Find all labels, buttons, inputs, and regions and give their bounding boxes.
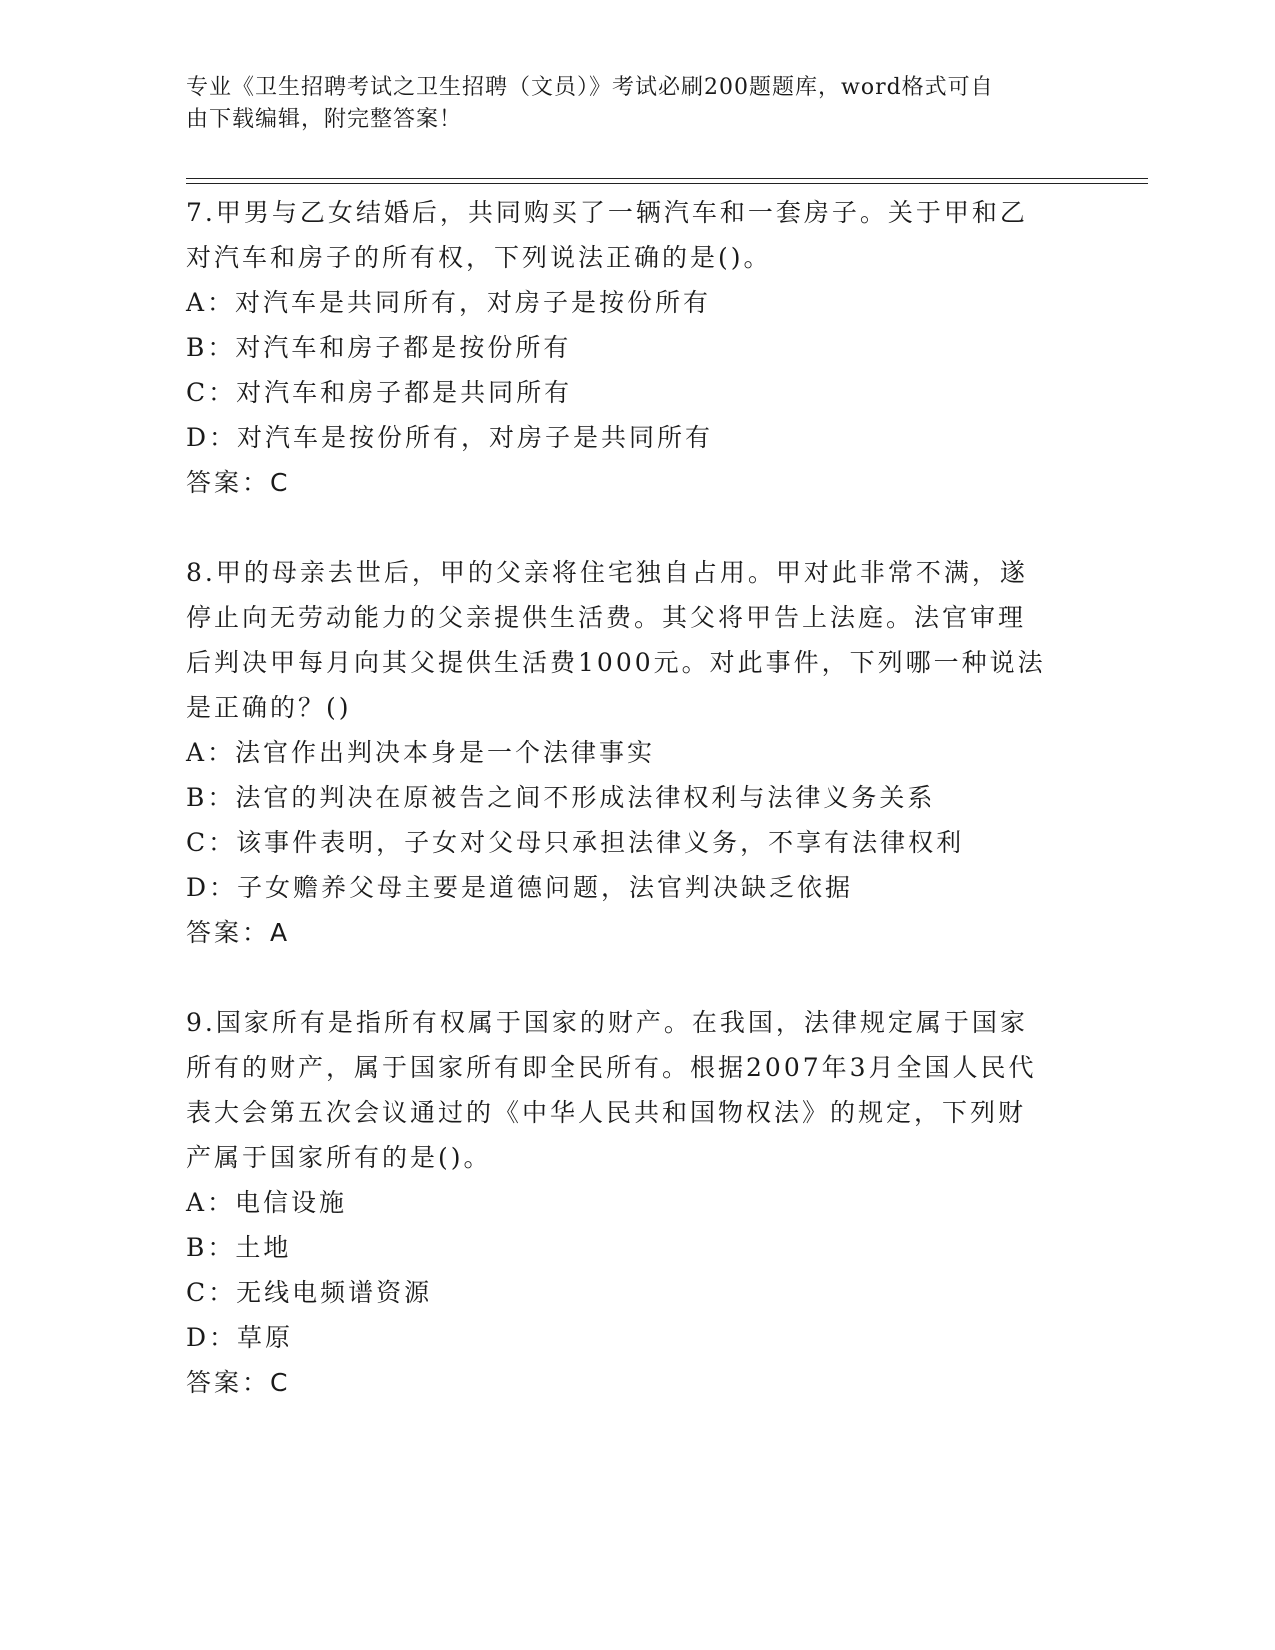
option-c: C：无线电频谱资源	[186, 1278, 433, 1307]
question-stem	[186, 190, 1086, 280]
stem-line: 产属于国家所有的是()。	[186, 1143, 492, 1172]
option-d: D：草原	[186, 1323, 294, 1352]
option-a: A：对汽车是共同所有，对房子是按份所有	[186, 288, 712, 317]
stem-line: 停止向无劳动能力的父亲提供生活费。其父将甲告上法庭。法官审理	[186, 603, 1027, 632]
option-d: D：对汽车是按份所有，对房子是共同所有	[186, 423, 714, 452]
option-a: A：电信设施	[186, 1188, 348, 1217]
question-stem	[186, 550, 1086, 730]
option-c: C：对汽车和房子都是共同所有	[186, 378, 573, 407]
question-7	[186, 190, 1086, 505]
option-d: D：子女赡养父母主要是道德问题，法官判决缺乏依据	[186, 873, 854, 902]
header-line-1: 专业《卫生招聘考试之卫生招聘（文员）》考试必刷200题题库，word格式可自	[186, 75, 994, 100]
option-c: C：该事件表明，子女对父母只承担法律义务，不享有法律权利	[186, 828, 965, 857]
stem-line: 所有的财产，属于国家所有即全民所有。根据2007年3月全国人民代	[186, 1053, 1037, 1082]
option-b: B：土地	[186, 1233, 292, 1262]
question-8	[186, 550, 1086, 955]
question-stem	[186, 1000, 1086, 1180]
stem-line: 9.国家所有是指所有权属于国家的财产。在我国，法律规定属于国家	[186, 1008, 1028, 1037]
header-divider-bottom	[186, 183, 1148, 184]
stem-line: 对汽车和房子的所有权，下列说法正确的是()。	[186, 243, 772, 272]
answer-line: 答案：C	[186, 1368, 291, 1397]
question-list	[186, 190, 1086, 1450]
answer-line: 答案：A	[186, 918, 291, 947]
header-line-2: 由下载编辑，附完整答案！	[186, 107, 463, 132]
stem-line: 8.甲的母亲去世后，甲的父亲将住宅独自占用。甲对此非常不满，遂	[186, 558, 1028, 587]
option-b: B：法官的判决在原被告之间不形成法律权利与法律义务关系	[186, 783, 936, 812]
option-a: A：法官作出判决本身是一个法律事实	[186, 738, 656, 767]
document-header	[186, 72, 1066, 136]
question-9	[186, 1000, 1086, 1405]
answer-line: 答案：C	[186, 468, 291, 497]
stem-line: 是正确的？()	[186, 693, 352, 722]
option-b: B：对汽车和房子都是按份所有	[186, 333, 572, 362]
stem-line: 后判决甲每月向其父提供生活费1000元。对此事件，下列哪一种说法	[186, 648, 1046, 677]
stem-line: 7.甲男与乙女结婚后，共同购买了一辆汽车和一套房子。关于甲和乙	[186, 198, 1028, 227]
stem-line: 表大会第五次会议通过的《中华人民共和国物权法》的规定，下列财	[186, 1098, 1027, 1127]
header-divider-top	[186, 178, 1148, 179]
